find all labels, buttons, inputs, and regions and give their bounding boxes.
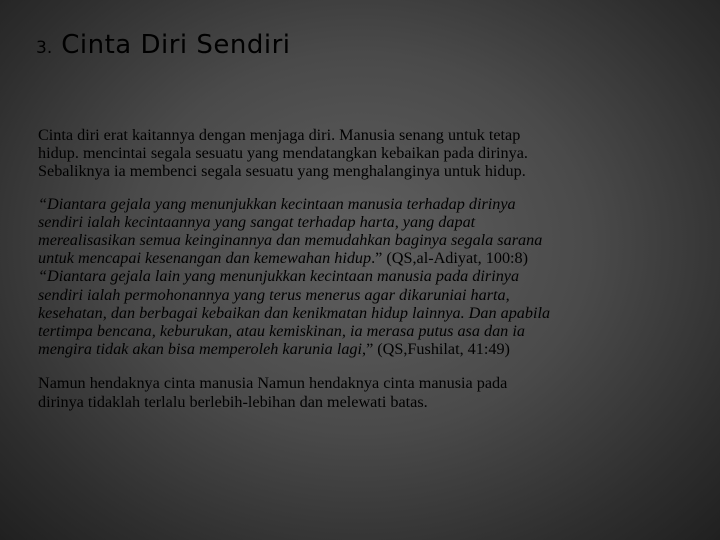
quote-text-end: mengira tidak akan bisa memperoleh karunia lagi bbox=[38, 340, 363, 359]
quote-line: sendiri ialah permohonannya yang terus menerus agar dikaruniai harta, bbox=[38, 285, 510, 304]
slide-number: 3. bbox=[36, 38, 53, 58]
quote-line: merealisasikan semua keinginannya dan memudahkan baginya segala sarana bbox=[38, 231, 543, 250]
slide-body bbox=[38, 126, 688, 411]
slide-title bbox=[36, 30, 291, 60]
quote-line: tertimpa bencana, keburukan, atau kemiskinan, ia merasa putus asa dan ia bbox=[38, 322, 525, 341]
closing-paragraph: Namun hendaknya cinta manusia Namun hendaknya cinta manusia pada dirinya tidaklah terlalu berlebih-lebihan dan melewati batas. bbox=[38, 374, 508, 411]
intro-paragraph: Cinta diri erat kaitannya dengan menjaga diri. Manusia senang untuk tetap hidup. mencintai segala sesuatu yang mendatangkan kebaikan pada dirinya. Sebaliknya ia membenci segala sesuatu yang menghalanginya untuk hidup. bbox=[38, 126, 528, 181]
quote-citation: ,” (QS,Fushilat, 41:49) bbox=[362, 340, 510, 359]
quote-citation: .” (QS,al-Adiyat, 100:8) bbox=[371, 249, 529, 268]
quote-text-end: untuk mencapai kesenangan dan kemewahan hidup bbox=[38, 249, 372, 268]
quote-line: sendiri ialah kecintaannya yang sangat terhadap harta, yang dapat bbox=[38, 212, 476, 231]
quote-line: “Diantara gejala yang menunjukkan kecintaan manusia terhadap dirinya bbox=[38, 194, 516, 213]
slide-title-text: Cinta Diri Sendiri bbox=[61, 30, 291, 60]
quote-line: “Diantara gejala lain yang menunjukkan kecintaan manusia pada dirinya bbox=[38, 267, 520, 286]
quote-last-line bbox=[38, 340, 688, 358]
quote-adiyat bbox=[38, 195, 688, 359]
quote-line: kesehatan, dan berbagai kebaikan dan kenikmatan hidup lainnya. Dan apabila bbox=[38, 303, 551, 322]
quote-last-line bbox=[38, 249, 688, 267]
